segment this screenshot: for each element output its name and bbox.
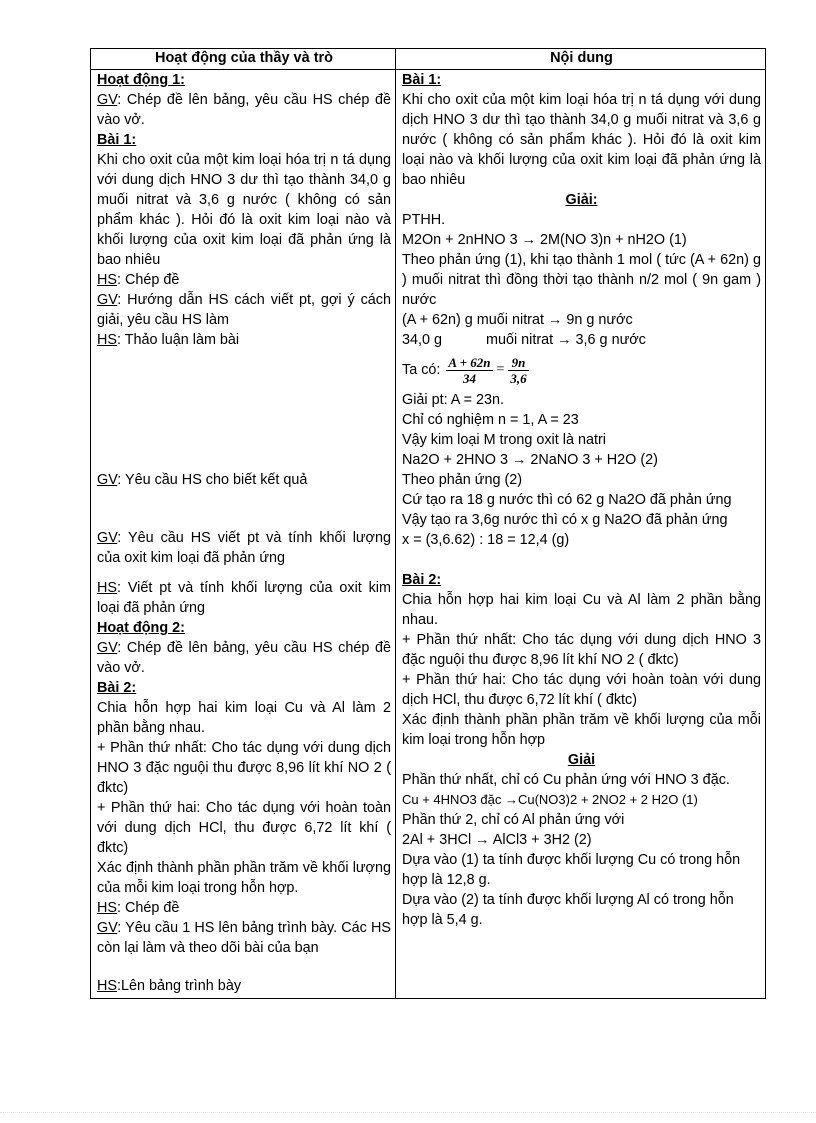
activity-1-hs-step1: HS: Chép đề — [97, 272, 180, 288]
ta-co-label: Ta có: — [402, 362, 441, 378]
activity-1-title: Hoạt động 1: — [97, 72, 185, 88]
exercise-2-part3-right: + Phần thứ hai: Cho tác dụng với hoàn toàn với dung dịch HCl, thu được 6,72 lít khí ( đktc) — [402, 672, 761, 708]
solution-1-title: Giải: — [565, 192, 598, 208]
exercise-1-title-right: Bài 1: — [402, 72, 442, 88]
header-col2: Nội dung — [396, 49, 766, 70]
spacer — [97, 568, 391, 578]
reaction-1-explanation: Theo phản ứng (1), khi tạo thành 1 mol ( tức (A + 62n) g ) muối nitrat thì đồng thời tạo thành n/2 mol ( 9n gam ) nước — [402, 252, 761, 308]
part-2-al: Phần thứ 2, chỉ có Al phản ứng với — [402, 812, 625, 828]
equation-3: Cu + 4HNO3 đặc →Cu(NO3)2 + 2NO2 + 2 H2O (1) — [402, 792, 698, 807]
exercise-1-text-left: Khi cho oxit của một kim loại hóa trị n tá dụng với dung dịch HNO 3 dư thì tạo thành 34,0 g muối nitrat và 3,6 g nước ( không có sản phẩm khác ). Hỏi đó là oxit kim loại nào và khối lượng của oxit kim loại đã phản ứng là bao nhiêu — [97, 152, 391, 268]
exercise-1-text-right: Khi cho oxit của một kim loại hóa trị n tá dụng với dung dịch HNO 3 dư thì tạo thành 34,0 g muối nitrat và 3,6 g nước ( không có sản phẩm khác ). Hỏi đó là oxit kim loại nào và khối lượng của oxit kim loại đã phản ứng là bao nhiêu — [402, 92, 761, 188]
activity-2-gv-step1: GV: Chép đề lên bảng, yêu cầu HS chép đề vào vở. — [97, 640, 391, 676]
ratio-3-6g: Vậy tạo ra 3,6g nước thì có x g Na2O đã phản ứng — [402, 512, 728, 528]
activity-1-gv-step1: GV: Chép đề lên bảng, yêu cầu HS chép đề vào vở. — [97, 92, 391, 128]
equation-2: Na2O + 2HNO 3 → 2NaNO 3 + H2O (2) — [402, 452, 658, 468]
spacer — [97, 490, 391, 528]
activity-1-gv-step2: GV: Hướng dẫn HS cách viết pt, gợi ý cách giải, yêu cầu HS làm — [97, 292, 391, 328]
spacer — [97, 958, 391, 976]
exercise-2-part4-left: Xác định thành phần phần trăm về khối lượng của mỗi kim loại trong hỗn hợp. — [97, 860, 391, 896]
part-1-cu: Phần thứ nhất, chỉ có Cu phản ứng với HNO 3 đặc. — [402, 772, 730, 788]
ptth-label: PTHH. — [402, 212, 446, 228]
exercise-2-part1-right: Chia hỗn hợp hai kim loại Cu và Al làm 2 phần bằng nhau. — [402, 592, 761, 628]
ratio-18g: Cứ tạo ra 18 g nước thì có 62 g Na2O đã phản ứng — [402, 492, 732, 508]
fraction-right: $\frac{9n}{3,6}$ — [510, 354, 527, 386]
exercise-2-title-left: Bài 2: — [97, 680, 137, 696]
reaction-2-label: Theo phản ứng (2) — [402, 472, 523, 488]
right-column — [396, 70, 766, 999]
spacer — [97, 350, 391, 470]
header-row — [91, 49, 766, 70]
spacer — [402, 550, 761, 570]
exercise-2-title-right: Bài 2: — [402, 572, 442, 588]
header-col1: Hoạt động của thầy và trò — [91, 49, 396, 70]
fraction-equals: = — [496, 362, 505, 378]
activity-2-hs-step2: HS:Lên bảng trình bày — [97, 978, 242, 994]
activity-2-hs-step1: HS: Chép đề — [97, 900, 180, 916]
ratio-line-2: 34,0 g muối nitrat → 3,6 g nước — [402, 332, 646, 348]
lesson-table — [90, 48, 766, 999]
equation-4: 2Al + 3HCl → AlCl3 + 3H2 (2) — [402, 832, 592, 848]
page-bottom-line — [0, 1112, 816, 1113]
exercise-2-part4-right: Xác định thành phần phần trăm về khối lượng của mỗi kim loại trong hỗn hợp — [402, 712, 761, 748]
exercise-2-part2-left: + Phần thứ nhất: Cho tác dụng với dung dịch HNO 3 đặc nguội thu được 8,96 lít khí NO 2 ( đktc) — [97, 740, 391, 796]
exercise-1-title-left: Bài 1: — [97, 132, 137, 148]
activity-1-gv-step3: GV: Yêu cầu HS cho biết kết quả — [97, 472, 308, 488]
exercise-2-part1-left: Chia hỗn hợp hai kim loại Cu và Al làm 2 phần bằng nhau. — [97, 700, 391, 736]
result-al: Dựa vào (2) ta tính được khối lượng Al có trong hỗn hợp là 5,4 g. — [402, 892, 734, 928]
activity-1-hs-step3: HS: Viết pt và tính khối lượng của oxit kim loại đã phản ứng — [97, 580, 391, 616]
content-row — [91, 70, 766, 999]
activity-1-hs-step2: HS: Thảo luận làm bài — [97, 332, 240, 348]
result-cu: Dựa vào (1) ta tính được khối lượng Cu có trong hỗn hợp là 12,8 g. — [402, 852, 741, 888]
x-calculation: x = (3,6.62) : 18 = 12,4 (g) — [402, 532, 570, 548]
solution-2-title: Giải — [567, 752, 596, 768]
exercise-2-part2-right: + Phần thứ nhất: Cho tác dụng với dung dịch HNO 3 đặc nguội thu được 8,96 lít khí NO 2 ( đktc) — [402, 632, 761, 668]
fraction-left: $\frac{A + 62n}{34}$ — [448, 354, 491, 386]
left-column — [91, 70, 396, 999]
activity-1-gv-step4: GV: Yêu cầu HS viết pt và tính khối lượng của oxit kim loại đã phản ứng — [97, 530, 391, 566]
fraction-equation — [402, 350, 761, 390]
solve-equation: Giải pt: A = 23n. — [402, 392, 505, 408]
exercise-2-part3-left: + Phần thứ hai: Cho tác dụng với hoàn toàn với dung dịch HCl, thu được 6,72 lít khí ( đktc) — [97, 800, 391, 856]
conclusion-metal: Vậy kim loại M trong oxit là natri — [402, 432, 606, 448]
activity-2-gv-step2: GV: Yêu cầu 1 HS lên bảng trình bày. Các HS còn lại làm và theo dõi bài của bạn — [97, 920, 391, 956]
equation-1: M2On + 2nHNO 3 → 2M(NO 3)n + nH2O (1) — [402, 232, 687, 248]
activity-2-title: Hoạt động 2: — [97, 620, 185, 636]
solution-values: Chỉ có nghiệm n = 1, A = 23 — [402, 412, 579, 428]
ratio-line-1: (A + 62n) g muối nitrat → 9n g nước — [402, 312, 633, 328]
